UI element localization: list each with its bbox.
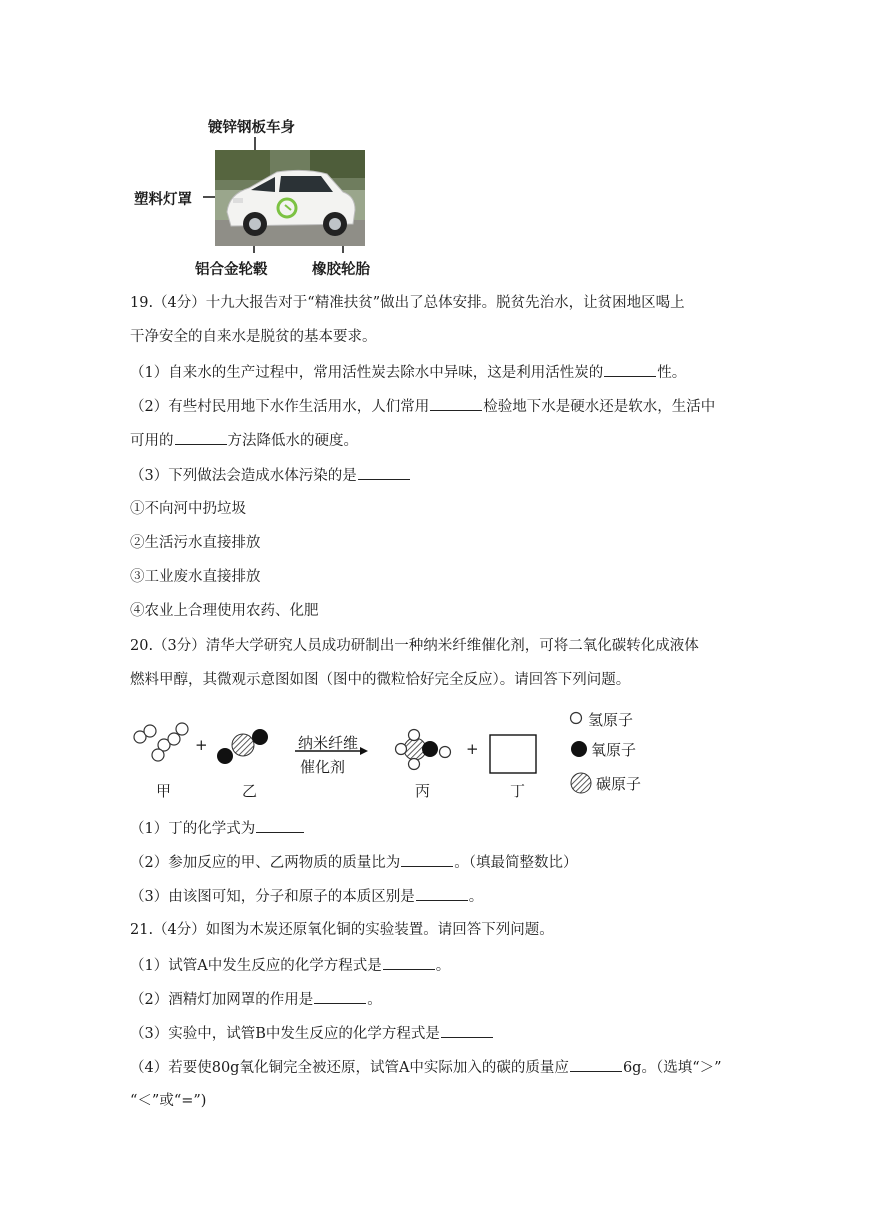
answer-blank[interactable] xyxy=(570,1057,622,1072)
q19-part2-text-d: 方法降低水的硬度。 xyxy=(227,433,358,449)
q20-part2-text-a: （2）参加反应的甲、乙两物质的质量比为 xyxy=(130,855,401,871)
q21-part3 xyxy=(130,1023,494,1044)
q19-part2-text-a: （2）有些村民用地下水作生活用水，人们常用 xyxy=(130,399,430,415)
label-plastic-lampshade: 塑料灯罩 xyxy=(134,192,192,208)
label-rubber-tire: 橡胶轮胎 xyxy=(312,262,370,278)
answer-blank[interactable] xyxy=(175,430,227,445)
q21-part1-text-b: 。 xyxy=(435,958,451,974)
plus-sign-2: + xyxy=(466,740,479,758)
q21-part2-text-b: 。 xyxy=(367,992,382,1008)
q21-part1 xyxy=(130,955,450,976)
q19-intro-line1: 19.（4分）十九大报告对于“精准扶贫”做出了总体安排。脱贫先治水，让贫困地区喝上 xyxy=(130,295,685,311)
q20-part3-text-b: 。 xyxy=(468,889,484,905)
label-aluminum-wheel: 铝合金轮毂 xyxy=(195,262,268,278)
q20-part1 xyxy=(130,818,305,839)
q20-intro-line2: 燃料甲醇，其微观示意图如图（图中的微粒恰好完全反应）。请回答下列问题。 xyxy=(130,672,631,688)
label-bing: 丙 xyxy=(415,782,431,800)
legend-oxygen-label: 氧原子 xyxy=(591,741,637,759)
answer-blank[interactable] xyxy=(416,886,468,901)
label-jia: 甲 xyxy=(156,782,172,800)
hydrogen-molecules xyxy=(134,723,188,761)
methanol-molecule xyxy=(396,730,451,770)
q21-part4-text-b: 6g。（选填“＞” xyxy=(622,1060,722,1076)
q19-part1 xyxy=(130,362,686,383)
q20-part2-text-b: 。（填最简整数比） xyxy=(454,855,578,871)
q20-part3-text-a: （3）由该图可知，分子和原子的本质区别是 xyxy=(130,889,415,905)
q20-part1-text: （1）丁的化学式为 xyxy=(130,821,256,837)
label-galvanized-steel-body: 镀锌钢板车身 xyxy=(208,120,295,136)
q21-part1-text-a: （1）试管A中发生反应的化学方程式是 xyxy=(130,958,382,974)
q19-part1-text-a: （1）自来水的生产过程中，常用活性炭去除水中异味，这是利用活性炭的 xyxy=(130,365,604,381)
legend-hydrogen-symbol xyxy=(571,713,582,724)
q21-intro: 21.（4分）如图为木炭还原氧化铜的实验装置。请回答下列问题。 xyxy=(130,922,554,938)
arrow-label-bottom: 催化剂 xyxy=(300,758,346,776)
q20-part2 xyxy=(130,852,577,873)
q19-part1-text-b: 性。 xyxy=(657,365,687,381)
q21-part3-text: （3）实验中，试管B中发生反应的化学方程式是 xyxy=(130,1026,440,1042)
carbon-dioxide-molecule xyxy=(217,729,268,764)
q19-option-1: ①不向河中扔垃圾 xyxy=(130,501,246,517)
q19-part2-text-c: 可用的 xyxy=(130,433,174,449)
answer-blank[interactable] xyxy=(358,465,410,480)
q19-part2-text-b: 检验地下水是硬水还是软水，生活中 xyxy=(483,399,716,415)
answer-blank[interactable] xyxy=(604,362,656,377)
legend-carbon-symbol xyxy=(571,773,591,793)
q19-part3 xyxy=(130,465,411,486)
q19-option-2: ②生活污水直接排放 xyxy=(130,535,261,551)
legend-hydrogen-label: 氢原子 xyxy=(588,711,634,729)
q21-part2-text-a: （2）酒精灯加网罩的作用是 xyxy=(130,992,314,1008)
legend-carbon-label: 碳原子 xyxy=(596,775,642,793)
q19-part2-line2 xyxy=(130,430,358,451)
q20-part3 xyxy=(130,886,483,907)
answer-blank[interactable] xyxy=(441,1023,493,1038)
q19-option-4: ④农业上合理使用农药、化肥 xyxy=(130,603,319,619)
arrow-label-top: 纳米纤维 xyxy=(298,734,359,752)
q20-intro-line1: 20.（3分）清华大学研究人员成功研制出一种纳米纤维催化剂，可将二氧化碳转化成液体 xyxy=(130,638,699,654)
car-figure-callout-lines xyxy=(0,0,869,300)
q19-option-3: ③工业废水直接排放 xyxy=(130,569,261,585)
q19-part3-text: （3）下列做法会造成水体污染的是 xyxy=(130,468,357,484)
q19-intro-line2: 干净安全的自来水是脱贫的基本要求。 xyxy=(130,329,377,345)
answer-blank[interactable] xyxy=(314,989,366,1004)
answer-blank[interactable] xyxy=(256,818,304,833)
q21-part2 xyxy=(130,989,382,1010)
answer-blank[interactable] xyxy=(383,955,435,970)
electric-car-photo xyxy=(215,150,365,246)
label-yi: 乙 xyxy=(242,782,258,800)
answer-blank[interactable] xyxy=(401,852,453,867)
label-ding: 丁 xyxy=(510,782,526,800)
q21-part4-text-a: （4）若要使80g氧化铜完全被还原，试管A中实际加入的碳的质量应 xyxy=(130,1060,569,1076)
reaction-micro-diagram xyxy=(130,705,660,805)
q21-part4-line1 xyxy=(130,1057,722,1078)
plus-sign-1: + xyxy=(195,736,208,754)
answer-box-ding xyxy=(490,735,536,773)
answer-blank[interactable] xyxy=(430,396,482,411)
q19-part2-line1 xyxy=(130,396,715,417)
legend-oxygen-symbol xyxy=(571,741,587,757)
q21-part4-line2: “＜”或“=”) xyxy=(130,1093,207,1109)
